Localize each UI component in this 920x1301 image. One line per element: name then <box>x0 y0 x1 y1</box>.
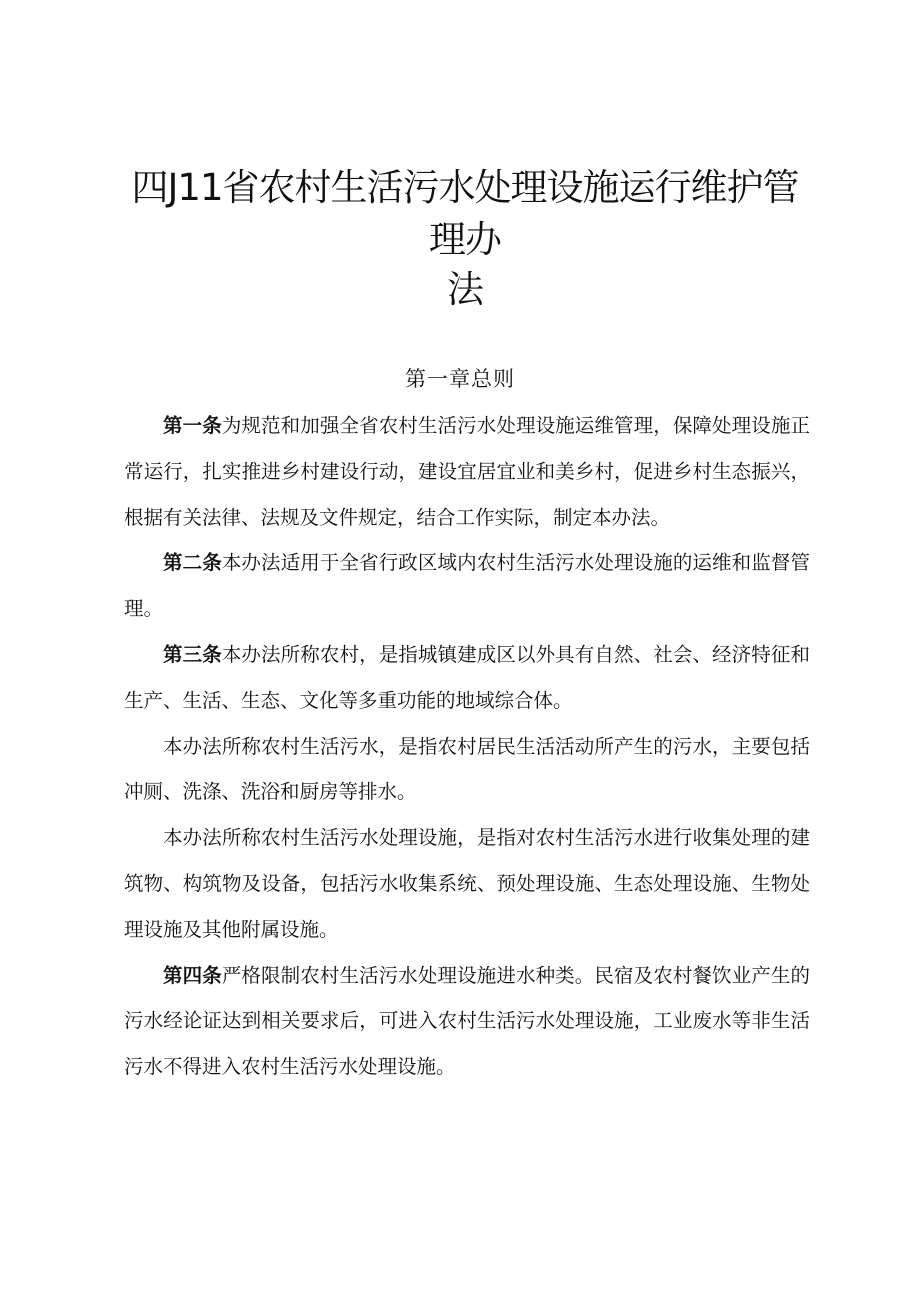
document-body <box>124 403 810 1090</box>
paragraph-text: 为规范和加强全省农村生活污水处理设施运维管理，保障处理设施正常运行，扎实推进乡村建设行动，建设宜居宜业和美乡村，促进乡村生态振兴，根据有关法律、法规及文件规定，结合工作实际，制定本办法。 <box>124 414 810 529</box>
paragraph-article-4 <box>124 953 810 1090</box>
paragraph-article-3 <box>124 632 810 724</box>
paragraph-text: 本办法所称农村，是指城镇建成区以外具有自然、社会、经济特征和生产、生活、生态、文化等多重功能的地域综合体。 <box>124 642 810 712</box>
paragraph-text: 严格限制农村生活污水处理设施进水种类。民宿及农村餐饮业产生的污水经论证达到相关要求后，可进入农村生活污水处理设施，工业废水等非生活污水不得进入农村生活污水处理设施。 <box>124 963 810 1079</box>
paragraph-article-2 <box>124 540 810 632</box>
article-number: 第三条 <box>163 642 222 666</box>
paragraph-article-3-clause-2 <box>124 724 810 816</box>
paragraph-article-3-clause-3 <box>124 815 810 952</box>
article-number: 第一条 <box>163 414 222 437</box>
paragraph-text: 本办法所称农村生活污水处理设施，是指对农村生活污水进行收集处理的建筑物、构筑物及设备，包括污水收集系统、预处理设施、生态处理设施、生物处理设施及其他附属设施。 <box>124 826 810 941</box>
article-number: 第四条 <box>163 963 222 987</box>
article-number: 第二条 <box>163 551 222 575</box>
document-title-line-1: 四J11省农村生活污水处理设施运行维护管 <box>131 166 799 209</box>
chapter-heading: 第一章总则 <box>405 367 515 391</box>
paragraph-text: 本办法所称农村生活污水，是指农村居民生活活动所产生的污水，主要包括冲厕、洗涤、洗浴和厨房等排水。 <box>124 734 810 804</box>
paragraph-article-1 <box>124 403 810 540</box>
document-title-line-3: 法 <box>447 268 483 311</box>
paragraph-text: 本办法适用于全省行政区域内农村生活污水处理设施的运维和监督管理。 <box>124 551 810 621</box>
document-title-line-2: 理办 <box>429 218 501 261</box>
